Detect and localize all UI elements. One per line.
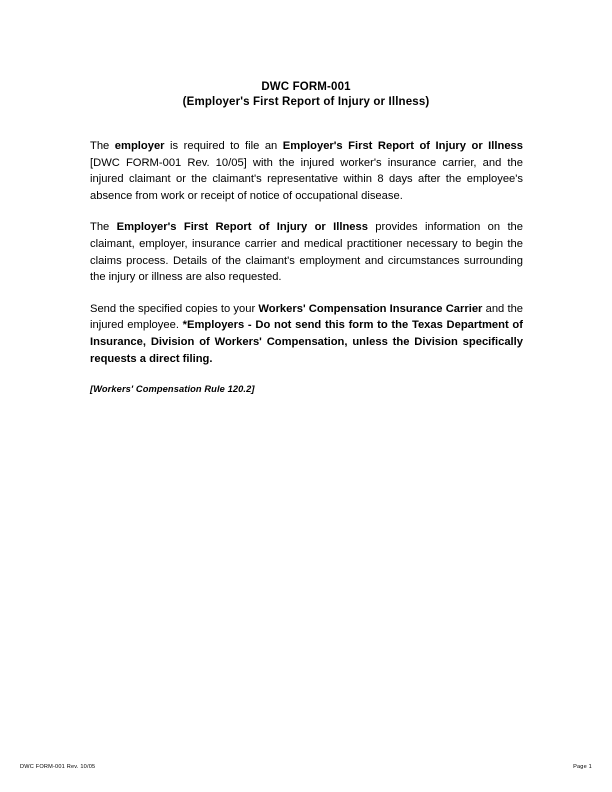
p1-text-2: is required to file an	[164, 140, 283, 152]
p1-text-3: [DWC FORM-001 Rev. 10/05] with the injured worker's insurance carrier, and the injured claimant or the claimant's representative within 8 days after the employee's absence from work or receipt of notice of occupational disease.	[90, 156, 523, 202]
document-title-block	[0, 80, 612, 110]
p3-text-1: Send the specified copies to your	[90, 302, 259, 315]
p1-bold-form-title: Employer's First Report of Injury or Illness	[282, 140, 523, 152]
p1-text-1: The	[90, 140, 115, 152]
page-title: DWC FORM-001	[261, 81, 351, 93]
p3-text-2: and the injured employee.	[90, 302, 524, 332]
paragraph-distribution-instructions	[90, 301, 523, 367]
paragraph-form-purpose	[90, 219, 523, 285]
footer-form-revision: DWC FORM-001 Rev. 10/05	[20, 764, 96, 770]
p3-bold-carrier: Workers' Compensation Insurance Carrier	[258, 302, 483, 315]
footer-page-number: Page 1	[573, 764, 592, 770]
p2-bold-form-title: Employer's First Report of Injury or Illness	[116, 221, 368, 234]
p2-text-2: provides information on the claimant, employer, insurance carrier and medical practitioner necessary to begin the claims process. Details of the claimant's employment and circumstances surrounding the injury or illness are also requested.	[90, 221, 523, 284]
p3-bold-employer-notice: *Employers - Do not send this form to the Texas Department of Insurance, Division of Workers' Compensation, unless the Division specifically requests a direct filing.	[90, 319, 523, 365]
p2-text-1: The	[90, 221, 117, 234]
rule-citation: [Workers' Compensation Rule 120.2]	[90, 384, 255, 395]
page-subtitle: (Employer's First Report of Injury or Illness)	[182, 96, 430, 108]
document-body	[90, 138, 523, 396]
p1-bold-employer: employer	[114, 140, 165, 152]
page-footer	[20, 764, 592, 770]
paragraph-filing-requirement	[90, 138, 523, 204]
